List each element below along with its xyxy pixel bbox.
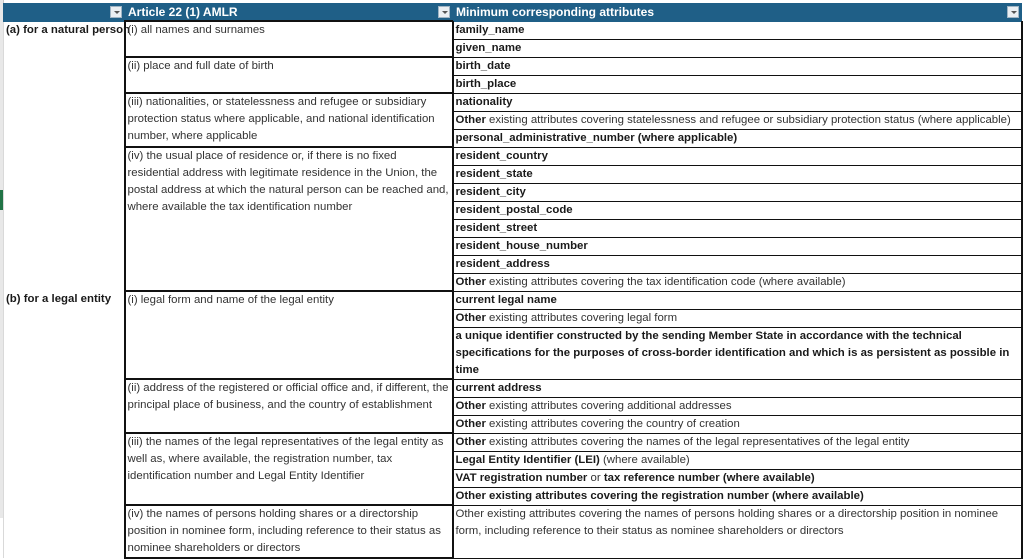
attribute-cell[interactable]: nationality: [453, 93, 1022, 111]
filter-dropdown-icon[interactable]: [438, 6, 450, 18]
attribute-cell[interactable]: resident_city: [453, 183, 1022, 201]
article-cell[interactable]: (i) legal form and name of the legal entity: [125, 291, 453, 379]
filter-dropdown-icon[interactable]: [110, 6, 122, 18]
filter-dropdown-icon[interactable]: [1007, 6, 1019, 18]
attribute-cell[interactable]: Other existing attributes covering legal form: [453, 309, 1022, 327]
header-attributes: Minimum corresponding attributes: [453, 4, 1022, 22]
amlr-attributes-table: [3, 3, 1023, 559]
attribute-cell[interactable]: given_name: [453, 39, 1022, 57]
table-row: [4, 433, 1022, 451]
table-row: [4, 93, 1022, 111]
article-cell[interactable]: (ii) address of the registered or official office and, if different, the principal place of business, and the country of establishment: [125, 379, 453, 433]
article-cell[interactable]: (iii) nationalities, or statelessness and refugee or subsidiary protection status where applicable, and national identification number, where applicable: [125, 93, 453, 147]
attribute-cell[interactable]: current legal name: [453, 291, 1022, 309]
article-cell[interactable]: (iv) the usual place of residence or, if there is no fixed residential address with legitimate residence in the Union, the postal address at which the natural person can be reached and, where available the tax identification number: [125, 147, 453, 291]
attribute-cell[interactable]: current address: [453, 379, 1022, 397]
attribute-cell[interactable]: Legal Entity Identifier (LEI) (where available): [453, 451, 1022, 469]
attribute-cell[interactable]: Other existing attributes covering statelessness and refugee or subsidiary protection status (where applicable): [453, 111, 1022, 129]
attribute-cell[interactable]: Other existing attributes covering additional addresses: [453, 397, 1022, 415]
article-cell[interactable]: (iv) the names of persons holding shares or a directorship position in nominee form, including reference to their status as nominee shareholders or directors: [125, 505, 453, 558]
attribute-cell[interactable]: resident_street: [453, 219, 1022, 237]
attribute-cell[interactable]: birth_date: [453, 57, 1022, 75]
category-natural-person[interactable]: (a) for a natural person: [4, 21, 125, 291]
article-cell[interactable]: (i) all names and surnames: [125, 21, 453, 57]
attribute-cell[interactable]: Other existing attributes covering the names of persons holding shares or a directorship position in nominee form, including reference to their status as nominee shareholders or directors: [453, 505, 1022, 558]
attribute-cell[interactable]: resident_address: [453, 255, 1022, 273]
attribute-cell[interactable]: resident_state: [453, 165, 1022, 183]
attribute-cell[interactable]: Other existing attributes covering the tax identification code (where available): [453, 273, 1022, 291]
attribute-cell[interactable]: resident_postal_code: [453, 201, 1022, 219]
article-cell[interactable]: (ii) place and full date of birth: [125, 57, 453, 93]
table-row: [4, 57, 1022, 75]
category-legal-entity[interactable]: (b) for a legal entity: [4, 291, 125, 558]
table-row: [4, 147, 1022, 165]
attribute-cell[interactable]: personal_administrative_number (where applicable): [453, 129, 1022, 147]
table-row: [4, 379, 1022, 397]
attribute-cell[interactable]: resident_house_number: [453, 237, 1022, 255]
header-article: Article 22 (1) AMLR: [125, 4, 453, 22]
attribute-cell[interactable]: resident_country: [453, 147, 1022, 165]
attribute-cell[interactable]: Other existing attributes covering the country of creation: [453, 415, 1022, 433]
attribute-cell[interactable]: birth_place: [453, 75, 1022, 93]
header-category: [4, 4, 125, 22]
table-row: [4, 21, 1022, 39]
attribute-cell[interactable]: family_name: [453, 21, 1022, 39]
attribute-cell[interactable]: VAT registration number or tax reference number (where available): [453, 469, 1022, 487]
attribute-cell[interactable]: Other existing attributes covering the names of the legal representatives of the legal entity: [453, 433, 1022, 451]
attribute-cell[interactable]: a unique identifier constructed by the sending Member State in accordance with the technical specifications for the purposes of cross-border identification and which is as persistent as possible in time: [453, 327, 1022, 379]
header-row: [4, 4, 1022, 22]
attribute-cell[interactable]: Other existing attributes covering the registration number (where available): [453, 487, 1022, 505]
article-cell[interactable]: (iii) the names of the legal representatives of the legal entity as well as, where available, the registration number, tax identification number and Legal Entity Identifier: [125, 433, 453, 505]
table-row: [4, 291, 1022, 309]
